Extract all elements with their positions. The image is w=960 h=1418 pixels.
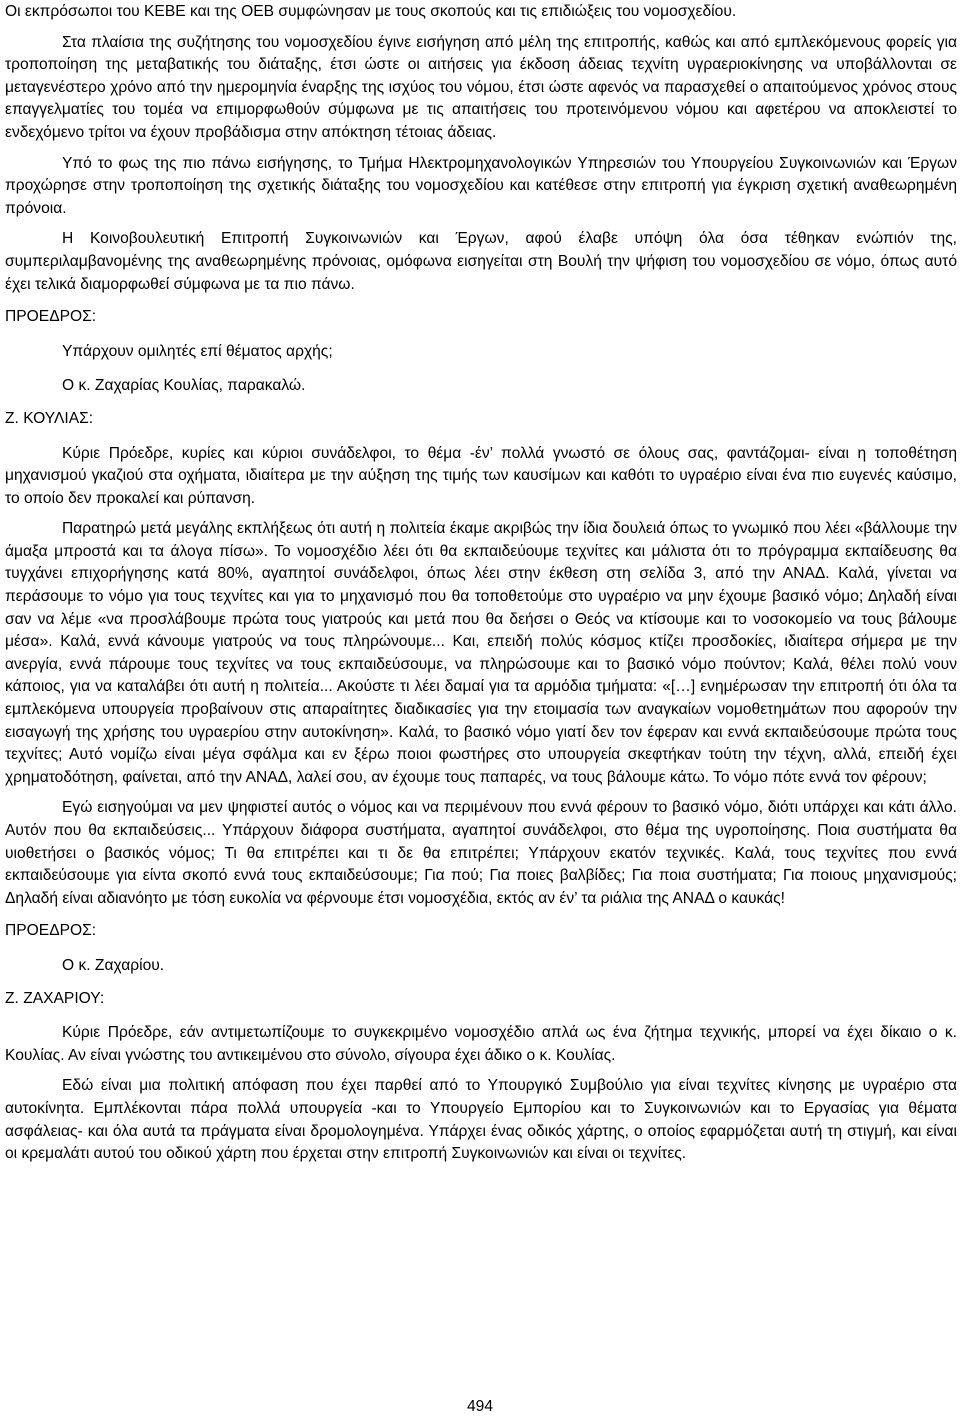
koulias-paragraph-3: Εγώ εισηγούμαι να μεν ψηφιστεί αυτός ο νόμος και να περιμένουν που εννά φέρουν το βασικό νόμο, διότι υπάρχει και κάτι άλλο. Αυτόν που θα εκπαιδεύσεις... Υπάρχουν διάφορα συστήματα, αγαπητοί συνάδελφοι, στο θέμα της υγροποίησης. Ποια συστήματα θα υιοθετήσει ο βασικός νόμος; Τι θα επιτρέπει και τι δε θα επιτρέπει; Υπάρχουν εκατόν τεχνικές. Καλά, τους τεχνίτες που εννά εκπαιδεύσουμε για είντα σκοπό εννά τους εκπαιδεύσουμε; Για πού; Για ποιες βαλβίδες; Για ποια συστήματα; Για ποιους μηχανισμούς; Δηλαδή είναι αδιανόητο με τόση ευκολία να φέρνουμε έτσι νομοσχέδια, εκτός αν έν’ τα ριάλια της ΑΝΑΔ ο καυκάς! <box>5 799 957 907</box>
speaker-president: ΠΡΟΕΔΡΟΣ: <box>5 308 97 326</box>
president-call-koulias: Ο κ. Ζαχαρίας Κουλίας, παρακαλώ. <box>62 377 306 395</box>
page-number: 494 <box>466 1398 494 1415</box>
koulias-paragraph-2: Παρατηρώ μετά μεγάλης εκπλήξεως ότι αυτή η πολιτεία έκαμε ακριβώς την ίδια δουλειά όπως το γνωμικό που λέει «βάλλουμε την άμαξα μπροστά και τα άλογα πίσω». Το νομοσχέδιο λέει ότι θα εκπαιδεύουμε τεχνίτες και μάλιστα ότι το πρόγραμμα εκπαίδευσης θα τυγχάνει επιχορήγησης κατά 80%, αγαπητοί συνάδελφοι, όπως λέει στην έκθεση στη σελίδα 3, από την ΑΝΑΔ. Καλά, γίνεται να περάσουμε το νόμο για τους τεχνίτες και για το μηχανισμό που θα τοποθετούμε στο υγραέριο να μην έχουμε βασικό νόμο; Δηλαδή είναι σαν να λέμε «να προσλάβουμε πρώτα τους γιατρούς και μετά που θα δεήσει ο Θεός να κτίσουμε και το νοσοκομείο να τους βάλουμε μέσα». Καλά, εννά κάνουμε γιατρούς να τους πληρώνουμε... Και, επειδή πολύς κόσμος κτίζει προσδοκίες, ιδιαίτερα σήμερα με την ανεργία, εννά πάρουμε τους τεχνίτες να τους εκπαιδεύσουμε, να πληρώσουμε και το βασικό νόμο πούντον; Καλά, θέλει πολύ νουν κάποιος, για να καταλάβει ότι αυτή η πολιτεία... Ακούστε τι λέει δαμαί για τα αρμόδια τμήματα: «[…] ενημέρωσαν την επιτροπή ότι όλα τα εμπλεκόμενα υπουργεία προβαίνουν στις απαραίτητες διαδικασίες για την ετοιμασία των αναγκαίων νομοθετημάτων που αφορούν την εισαγωγή της χρήσης του υγραερίου στην αυτοκίνηση». Καλά, το βασικό νόμο γιατί δεν τον έφεραν και εννά εκπαιδεύσουμε πρώτα τους τεχνίτες; Αυτό νομίζω είναι μέγα σφάλμα και εν ξέρω ποιοι φωστήρες στο υπουργεία σκεφτήκαν τούτη την τέχνη, αλλά, επειδή έχει χρηματοδότηση, φαίνεται, από την ΑΝΑΔ, λαλεί σου, αν έχουμε τους παπαρές, να τους βάλουμε κάτω. Το νόμο πότε εννά τον φέρουν; <box>5 520 957 786</box>
zachariou-paragraph-1: Κύριε Πρόεδρε, εάν αντιμετωπίζουμε το συγκεκριμένο νομοσχέδιο απλά ως ένα ζήτημα τεχνικής, μπορεί να έχει δίκαιο ο κ. Κουλίας. Αν είναι γνώστης του αντικειμένου στο σύνολο, σίγουρα έχει άδικο ο κ. Κουλίας. <box>5 1024 957 1064</box>
speaker-zachariou: Ζ. ΖΑΧΑΡΙΟΥ: <box>5 989 105 1007</box>
speaker-president-2: ΠΡΟΕΔΡΟΣ: <box>5 922 97 940</box>
speaker-koulias: Ζ. ΚΟΥΛΙΑΣ: <box>5 409 94 427</box>
koulias-paragraph-1: Κύριε Πρόεδρε, κυρίες και κύριοι συνάδελφοι, το θέμα -έν’ πολλά γνωστό σε όλους σας, φαντάζομαι- είναι η τοποθέτηση μηχανισμού γκαζιού στα οχήματα, ιδιαίτερα με την αύξηση της τιμής των καυσίμων και καθότι το υγραέριο είναι ένα πιο ευγενές καύσιμο, το οποίο δεν προκαλεί και ρύπανση. <box>5 444 957 507</box>
paragraph-amendment-proposal: Στα πλαίσια της συζήτησης του νομοσχεδίου έγινε εισήγηση από μέλη της επιτροπής, καθώς και από εμπλεκόμενους φορείς για τροποποίηση της μεταβατικής του διάταξης, έτσι ώστε οι αιτήσεις για έκδοση άδειας τεχνίτη υγραεριοκίνησης να υποβάλλονται σε μεταγενέστερο χρόνο από την ημερομηνία έναρξης της ισχύος του νόμου, έτσι ώστε αφενός να παρασχεθεί ο απαιτούμενος χρόνος στους επαγγελματίες του τομέα να επιμορφωθούν σύμφωνα με τις απαιτήσεις του προτεινόμενου νόμου και αφετέρου να αποκλειστεί το ενδεχόμενο τρίτοι να έχουν προβάδισμα στην απόκτηση τέτοιας άδειας. <box>5 33 957 141</box>
president-question: Υπάρχουν ομιλητές επί θέματος αρχής; <box>62 342 333 360</box>
paragraph-committee-recommendation: Η Κοινοβουλευτική Επιτροπή Συγκοινωνιών και Έργων, αφού έλαβε υπόψη όλα όσα τέθηκαν ενώπιόν της, συμπεριλαμβανομένης της αναθεωρημένης πρόνοιας, ομόφωνα εισηγείται στη Βουλή την ψήφιση του νομοσχεδίου σε νόμο, όπως αυτό έχει τελικά διαμορφωθεί σύμφωνα με τα πιο πάνω. <box>5 230 957 293</box>
paragraph-ministry-amendment: Υπό το φως της πιο πάνω εισήγησης, το Τμήμα Ηλεκτρομηχανολογικών Υπηρεσιών του Υπουργείου Συγκοινωνιών και Έργων προχώρησε στην τροποποίηση της σχετικής διάταξης του νομοσχεδίου και κατέθεσε στην επιτροπή για έγκριση σχετική αναθεωρημένη πρόνοια. <box>5 154 957 217</box>
president-call-zachariou: Ο κ. Ζαχαρίου. <box>62 956 165 974</box>
document-page <box>5 0 957 1418</box>
paragraph-keve-oev: Οι εκπρόσωποι του ΚΕΒΕ και της ΟΕΒ συμφώνησαν με τους σκοπούς και τις επιδιώξεις του νομοσχεδίου. <box>5 3 737 20</box>
zachariou-paragraph-2: Εδώ είναι μια πολιτική απόφαση που έχει παρθεί από το Υπουργικό Συμβούλιο για είναι τεχνίτες κίνησης με υγραέριο στα αυτοκίνητα. Εμπλέκονται πάρα πολλά υπουργεία -και το Υπουργείο Εμπορίου και το Συγκοινωνιών και το Εργασίας για θέματα ασφάλειας- και όλα αυτά τα πράγματα είναι δρομολογημένα. Υπάρχει ένας οδικός χάρτης, ο οποίος εφαρμόζεται αυτή τη στιγμή, και είναι οι κρεμαλάτι αυτού του οδικού χάρτη που έρχεται στην επιτροπή Συγκοινωνιών και είναι οι τεχνίτες. <box>5 1077 957 1163</box>
